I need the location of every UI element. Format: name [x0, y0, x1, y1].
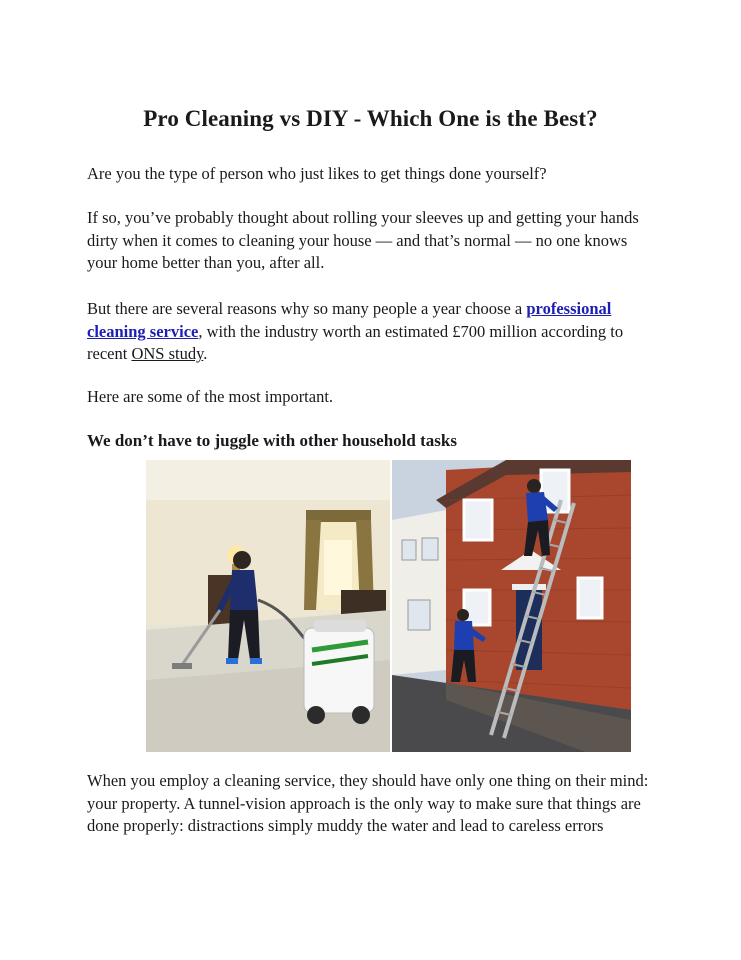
- page-title: Pro Cleaning vs DIY - Which One is the Best?: [143, 106, 598, 131]
- reasons-text-start: But there are several reasons why so many people a year choose a: [87, 299, 527, 318]
- paragraph-reasons: [87, 298, 652, 366]
- carpet-cleaning-scene: [146, 460, 391, 752]
- paragraph-tunnel-vision: When you employ a cleaning service, they should have only one thing on their mind: your property. A tunnel-vision approach is the only way to make sure that things are done properly: distractions simply muddy the water and lead to careless errors: [87, 771, 649, 835]
- reasons-text-middle: , with the industry worth an estimated £700 million according to recent: [87, 321, 624, 363]
- section-heading: We don’t have to juggle with other household tasks: [87, 431, 457, 450]
- intro-question: Are you the type of person who just likes to get things done yourself?: [87, 164, 547, 183]
- ons-study-link[interactable]: ONS study: [131, 344, 204, 363]
- paragraph-important: Here are some of the most important.: [87, 387, 334, 406]
- cleaning-photo: [146, 460, 631, 752]
- window-cleaning-scene: [392, 460, 631, 752]
- reasons-text-end: .: [203, 344, 208, 363]
- paragraph-diy: If so, you’ve probably thought about rolling your sleeves up and getting your hands dirty when it comes to cleaning your house — and that’s normal — no one knows your home better than you, after all.: [87, 208, 639, 272]
- professional-cleaning-link[interactable]: professional cleaning service: [87, 299, 612, 341]
